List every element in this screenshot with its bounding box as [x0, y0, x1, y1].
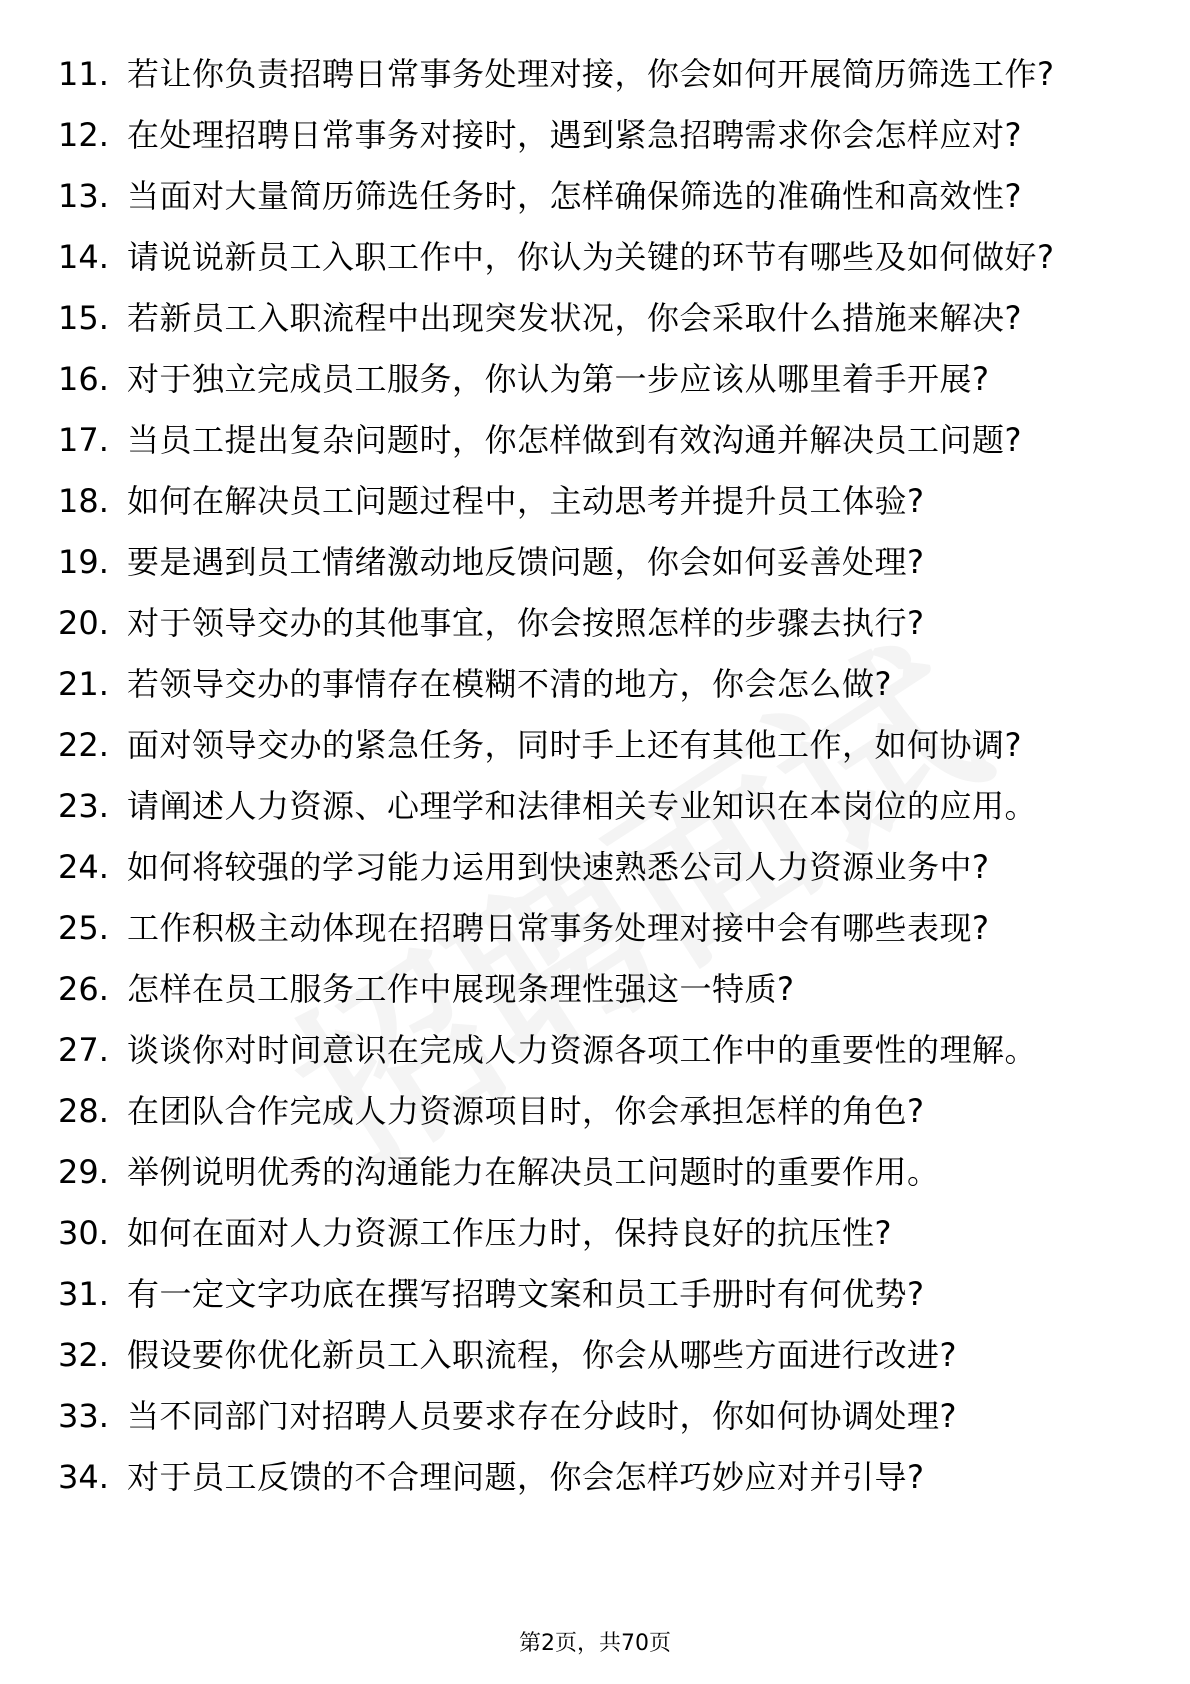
question-number: 30.: [58, 1214, 109, 1252]
question-text: 请阐述人力资源、心理学和法律相关专业知识在本岗位的应用。: [127, 787, 1038, 825]
question-item: [58, 906, 1138, 950]
question-text: 若领导交办的事情存在模糊不清的地方，你会怎么做?: [127, 665, 892, 703]
question-text: 怎样在员工服务工作中展现条理性强这一特质?: [127, 970, 795, 1008]
question-text: 在处理招聘日常事务对接时，遇到紧急招聘需求你会怎样应对?: [127, 116, 1022, 154]
question-list: [58, 52, 1138, 1516]
question-text: 假设要你优化新员工入职流程，你会从哪些方面进行改进?: [127, 1336, 957, 1374]
question-number: 25.: [58, 909, 109, 947]
page-footer: 第2页，共70页: [519, 1631, 671, 1656]
question-number: 15.: [58, 299, 109, 337]
question-number: 34.: [58, 1458, 109, 1496]
question-text: 对于领导交办的其他事宜，你会按照怎样的步骤去执行?: [127, 604, 925, 642]
question-item: [58, 662, 1138, 706]
question-item: [58, 1272, 1138, 1316]
question-item: [58, 1394, 1138, 1438]
question-text: 如何在面对人力资源工作压力时，保持良好的抗压性?: [127, 1214, 892, 1252]
question-text: 面对领导交办的紧急任务，同时手上还有其他工作，如何协调?: [127, 726, 1022, 764]
question-item: [58, 357, 1138, 401]
question-number: 18.: [58, 482, 109, 520]
question-number: 27.: [58, 1031, 109, 1069]
question-item: [58, 235, 1138, 279]
question-number: 28.: [58, 1092, 109, 1130]
question-text: 要是遇到员工情绪激动地反馈问题，你会如何妥善处理?: [127, 543, 925, 581]
question-number: 32.: [58, 1336, 109, 1374]
question-item: [58, 967, 1138, 1011]
question-number: 12.: [58, 116, 109, 154]
question-item: [58, 1028, 1138, 1072]
question-text: 对于独立完成员工服务，你认为第一步应该从哪里着手开展?: [127, 360, 990, 398]
question-number: 20.: [58, 604, 109, 642]
question-item: [58, 723, 1138, 767]
question-item: [58, 418, 1138, 462]
question-text: 当不同部门对招聘人员要求存在分歧时，你如何协调处理?: [127, 1397, 957, 1435]
question-text: 有一定文字功底在撰写招聘文案和员工手册时有何优势?: [127, 1275, 925, 1313]
question-text: 如何将较强的学习能力运用到快速熟悉公司人力资源业务中?: [127, 848, 990, 886]
question-number: 16.: [58, 360, 109, 398]
question-text: 工作积极主动体现在招聘日常事务处理对接中会有哪些表现?: [127, 909, 990, 947]
question-text: 对于员工反馈的不合理问题，你会怎样巧妙应对并引导?: [127, 1458, 925, 1496]
question-item: [58, 540, 1138, 584]
question-number: 31.: [58, 1275, 109, 1313]
question-text: 若让你负责招聘日常事务处理对接，你会如何开展简历筛选工作?: [127, 55, 1055, 93]
question-number: 19.: [58, 543, 109, 581]
question-number: 33.: [58, 1397, 109, 1435]
question-number: 23.: [58, 787, 109, 825]
question-text: 当面对大量简历筛选任务时，怎样确保筛选的准确性和高效性?: [127, 177, 1022, 215]
question-number: 13.: [58, 177, 109, 215]
question-item: [58, 1333, 1138, 1377]
question-item: [58, 52, 1138, 96]
question-text: 当员工提出复杂问题时，你怎样做到有效沟通并解决员工问题?: [127, 421, 1022, 459]
question-text: 请说说新员工入职工作中，你认为关键的环节有哪些及如何做好?: [127, 238, 1055, 276]
question-item: [58, 1089, 1138, 1133]
question-item: [58, 113, 1138, 157]
question-text: 如何在解决员工问题过程中，主动思考并提升员工体验?: [127, 482, 925, 520]
question-number: 14.: [58, 238, 109, 276]
question-text: 若新员工入职流程中出现突发状况，你会采取什么措施来解决?: [127, 299, 1022, 337]
question-item: [58, 845, 1138, 889]
question-text: 举例说明优秀的沟通能力在解决员工问题时的重要作用。: [127, 1153, 940, 1191]
question-item: [58, 174, 1138, 218]
question-item: [58, 601, 1138, 645]
question-number: 17.: [58, 421, 109, 459]
question-text: 在团队合作完成人力资源项目时，你会承担怎样的角色?: [127, 1092, 925, 1130]
question-number: 24.: [58, 848, 109, 886]
question-number: 22.: [58, 726, 109, 764]
question-text: 谈谈你对时间意识在完成人力资源各项工作中的重要性的理解。: [127, 1031, 1038, 1069]
question-number: 21.: [58, 665, 109, 703]
question-item: [58, 1211, 1138, 1255]
question-item: [58, 296, 1138, 340]
question-number: 11.: [58, 55, 109, 93]
question-item: [58, 479, 1138, 523]
question-item: [58, 784, 1138, 828]
question-number: 26.: [58, 970, 109, 1008]
question-number: 29.: [58, 1153, 109, 1191]
question-item: [58, 1455, 1138, 1499]
question-item: [58, 1150, 1138, 1194]
